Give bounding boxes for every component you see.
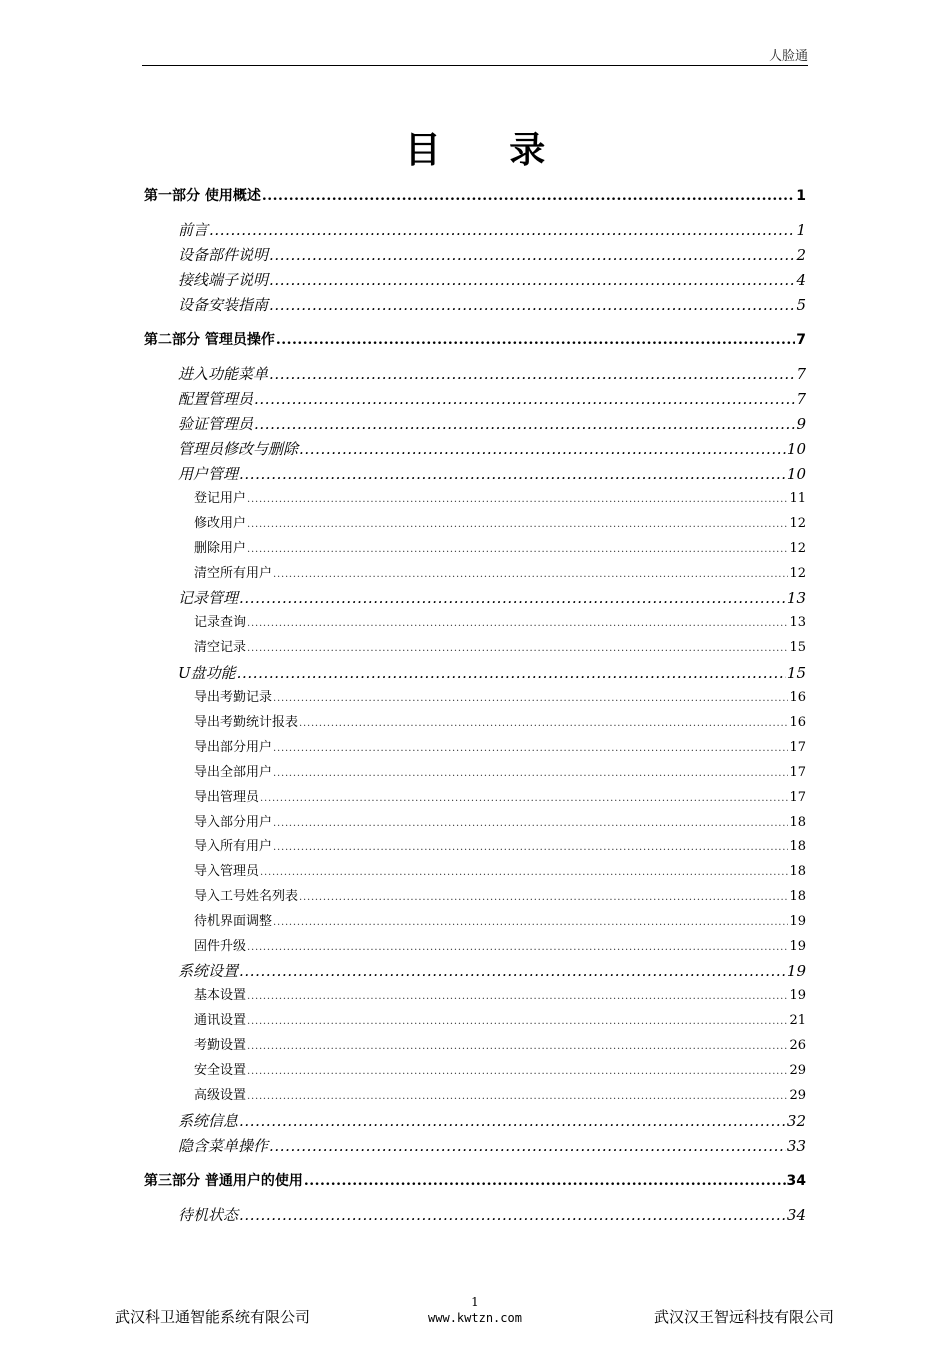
- toc-entry[interactable]: [144, 1169, 806, 1193]
- toc-entry-page: 7: [796, 332, 806, 348]
- toc-entry-page: 9: [796, 415, 806, 433]
- toc-leader-dots: [269, 362, 795, 386]
- toc-leader-dots: [269, 1134, 786, 1158]
- toc-entry[interactable]: [194, 686, 806, 710]
- toc-entry[interactable]: [194, 761, 806, 785]
- toc-entry-label: 导出考勤统计报表: [194, 715, 299, 730]
- toc-entry-label: 记录管理: [178, 589, 239, 607]
- toc-leader-dots: [239, 959, 786, 983]
- toc-entry-label: 导入管理员: [194, 864, 260, 879]
- toc-entry-label: 清空所有用户: [194, 566, 273, 581]
- toc-entry-page: 15: [789, 640, 806, 655]
- toc-entry-label: 导出管理员: [194, 790, 260, 805]
- toc-entry[interactable]: [178, 387, 806, 411]
- toc-entry-page: 1: [796, 221, 806, 239]
- toc-leader-dots: [247, 513, 788, 536]
- toc-entry[interactable]: [194, 562, 806, 586]
- toc-entry-label: 固件升级: [194, 939, 247, 954]
- toc-leader-dots: [247, 1010, 788, 1033]
- toc-leader-dots: [304, 1169, 786, 1193]
- toc-entry-page: 19: [789, 939, 806, 954]
- toc-entry-label: 系统设置: [178, 962, 239, 980]
- toc-entry-label: 待机状态: [178, 1206, 239, 1224]
- toc-entry[interactable]: [178, 243, 806, 267]
- page-number: 1: [471, 1295, 479, 1309]
- toc-entry[interactable]: [178, 437, 806, 461]
- toc-entry[interactable]: [194, 512, 806, 536]
- toc-entry[interactable]: [194, 611, 806, 635]
- toc-leader-dots: [239, 1109, 786, 1133]
- toc-entry-page: 29: [789, 1063, 806, 1078]
- running-header: 人脸通: [768, 49, 808, 64]
- toc-leader-dots: [276, 328, 795, 352]
- toc-entry-label: 配置管理员: [178, 390, 254, 408]
- toc-entry-page: 11: [789, 491, 806, 506]
- toc-entry-page: 32: [786, 1112, 806, 1130]
- toc-entry[interactable]: [178, 412, 806, 436]
- toc-entry[interactable]: [194, 537, 806, 561]
- footer-right-company: 武汉汉王智远科技有限公司: [653, 1308, 834, 1326]
- toc-entry-label: 第二部分 管理员操作: [144, 332, 275, 348]
- toc-entry-label: 登记用户: [194, 491, 247, 506]
- toc-entry-page: 16: [789, 690, 806, 705]
- toc-entry[interactable]: [178, 293, 806, 317]
- toc-entry[interactable]: [194, 935, 806, 959]
- toc-entry-label: U盘功能: [178, 664, 236, 682]
- toc-entry-label: 进入功能菜单: [178, 365, 269, 383]
- footer-url: www.kwtzn.com: [428, 1311, 522, 1325]
- toc-leader-dots: [239, 586, 786, 610]
- toc-leader-dots: [247, 488, 788, 511]
- toc-entry[interactable]: [194, 711, 806, 735]
- toc-leader-dots: [247, 936, 788, 959]
- toc-leader-dots: [247, 612, 788, 635]
- toc-entry[interactable]: [194, 860, 806, 884]
- toc-entry-page: 17: [789, 790, 806, 805]
- toc-leader-dots: [260, 787, 788, 810]
- toc-entry-page: 18: [789, 889, 806, 904]
- toc-entry[interactable]: [178, 218, 806, 242]
- footer-left-company: 武汉科卫通智能系统有限公司: [115, 1308, 311, 1326]
- toc-entry-label: 基本设置: [194, 988, 247, 1003]
- toc-entry-page: 2: [796, 246, 806, 264]
- toc-entry-page: 7: [796, 390, 806, 408]
- toc-entry-label: 导出全部用户: [194, 765, 273, 780]
- toc-leader-dots: [239, 1203, 786, 1227]
- toc-entry-label: 通讯设置: [194, 1013, 247, 1028]
- toc-entry-label: 记录查询: [194, 615, 247, 630]
- toc-entry-label: 修改用户: [194, 516, 247, 531]
- toc-entry-label: 导出部分用户: [194, 740, 273, 755]
- toc-entry-label: 系统信息: [178, 1112, 239, 1130]
- toc-leader-dots: [273, 762, 788, 785]
- toc-entry-label: 第三部分 普通用户的使用: [144, 1173, 303, 1189]
- toc-leader-dots: [299, 437, 786, 461]
- toc-entry[interactable]: [194, 910, 806, 934]
- toc-leader-dots: [299, 712, 788, 735]
- toc-entry-label: 设备安装指南: [178, 296, 269, 314]
- page-title: 目 录: [404, 129, 574, 171]
- toc-leader-dots: [273, 836, 788, 859]
- toc-leader-dots: [247, 637, 788, 660]
- toc-entry[interactable]: [194, 1034, 806, 1058]
- toc-entry-label: 接线端子说明: [178, 271, 269, 289]
- toc-entry-page: 13: [789, 615, 806, 630]
- toc-entry-label: 安全设置: [194, 1063, 247, 1078]
- toc-entry-page: 18: [789, 815, 806, 830]
- toc-entry-label: 高级设置: [194, 1088, 247, 1103]
- toc-entry[interactable]: [144, 184, 806, 208]
- toc-entry-page: 5: [796, 296, 806, 314]
- toc-leader-dots: [209, 218, 795, 242]
- toc-entry-label: 导入部分用户: [194, 815, 273, 830]
- toc-entry-page: 7: [796, 365, 806, 383]
- toc-entry[interactable]: [178, 959, 806, 983]
- toc-entry[interactable]: [194, 786, 806, 810]
- toc-entry-page: 21: [789, 1013, 806, 1028]
- toc-entry[interactable]: [178, 362, 806, 386]
- toc-entry-page: 19: [789, 914, 806, 929]
- toc-leader-dots: [254, 387, 795, 411]
- toc-leader-dots: [269, 268, 795, 292]
- toc-entry-label: 前言: [178, 221, 209, 239]
- toc-entry-label: 考勤设置: [194, 1038, 247, 1053]
- toc-entry[interactable]: [178, 1203, 806, 1227]
- toc-entry-page: 16: [789, 715, 806, 730]
- toc-leader-dots: [269, 243, 795, 267]
- toc-leader-dots: [273, 687, 788, 710]
- toc-entry-page: 4: [796, 271, 806, 289]
- toc-entry-page: 13: [786, 589, 806, 607]
- toc-entry[interactable]: [194, 1084, 806, 1108]
- toc-entry-label: 删除用户: [194, 541, 247, 556]
- toc-entry-page: 12: [789, 541, 806, 556]
- toc-entry[interactable]: [178, 268, 806, 292]
- toc-entry-page: 19: [786, 962, 806, 980]
- toc-entry[interactable]: [178, 462, 806, 486]
- toc-leader-dots: [269, 293, 795, 317]
- toc-entry[interactable]: [194, 636, 806, 660]
- toc-entry-page: 34: [786, 1173, 806, 1189]
- toc-entry-page: 10: [786, 440, 806, 458]
- toc-entry-label: 设备部件说明: [178, 246, 269, 264]
- toc-entry-page: 18: [789, 864, 806, 879]
- toc-entry[interactable]: [194, 1009, 806, 1033]
- toc-entry-label: 验证管理员: [178, 415, 254, 433]
- toc-entry-label: 导出考勤记录: [194, 690, 273, 705]
- toc-entry-page: 10: [786, 465, 806, 483]
- toc-entry-label: 管理员修改与删除: [178, 440, 299, 458]
- toc-entry[interactable]: [178, 1134, 806, 1158]
- toc-entry[interactable]: [144, 328, 806, 352]
- toc-entry-page: 17: [789, 740, 806, 755]
- toc-leader-dots: [247, 1035, 788, 1058]
- toc-entry-page: 18: [789, 839, 806, 854]
- toc-entry-label: 导入所有用户: [194, 839, 273, 854]
- toc-leader-dots: [247, 538, 788, 561]
- toc-entry[interactable]: [194, 811, 806, 835]
- toc-entry[interactable]: [194, 885, 806, 909]
- toc-entry[interactable]: [178, 586, 806, 610]
- toc-entry-page: 15: [786, 664, 806, 682]
- toc-leader-dots: [273, 563, 788, 586]
- toc-entry-page: 12: [789, 566, 806, 581]
- toc-entry-label: 用户管理: [178, 465, 239, 483]
- toc-entry[interactable]: [194, 835, 806, 859]
- toc-leader-dots: [254, 412, 795, 436]
- toc-entry[interactable]: [194, 487, 806, 511]
- toc-entry-page: 12: [789, 516, 806, 531]
- toc-leader-dots: [262, 184, 795, 208]
- toc-leader-dots: [299, 886, 788, 909]
- toc-leader-dots: [260, 861, 788, 884]
- toc-entry-label: 第一部分 使用概述: [144, 188, 261, 204]
- toc-entry-page: 19: [789, 988, 806, 1003]
- toc-entry[interactable]: [194, 1059, 806, 1083]
- toc-entry-page: 33: [786, 1137, 806, 1155]
- toc-entry-label: 待机界面调整: [194, 914, 273, 929]
- toc-entry-label: 隐含菜单操作: [178, 1137, 269, 1155]
- toc-entry[interactable]: [194, 736, 806, 760]
- toc-leader-dots: [273, 911, 788, 934]
- toc-entry-page: 34: [786, 1206, 806, 1224]
- toc-leader-dots: [239, 462, 786, 486]
- toc-entry-page: 17: [789, 765, 806, 780]
- toc-leader-dots: [273, 737, 788, 760]
- toc-entry[interactable]: [194, 984, 806, 1008]
- toc-entry[interactable]: [178, 661, 806, 685]
- toc-leader-dots: [247, 985, 788, 1008]
- toc-entry-label: 导入工号姓名列表: [194, 889, 299, 904]
- toc-entry-label: 清空记录: [194, 640, 247, 655]
- toc-entry[interactable]: [178, 1109, 806, 1133]
- toc-entry-page: 29: [789, 1088, 806, 1103]
- toc-leader-dots: [247, 1085, 788, 1108]
- toc-leader-dots: [273, 812, 788, 835]
- toc-entry-page: 26: [789, 1038, 806, 1053]
- toc-leader-dots: [247, 1060, 788, 1083]
- toc-entry-page: 1: [796, 188, 806, 204]
- toc-leader-dots: [237, 661, 786, 685]
